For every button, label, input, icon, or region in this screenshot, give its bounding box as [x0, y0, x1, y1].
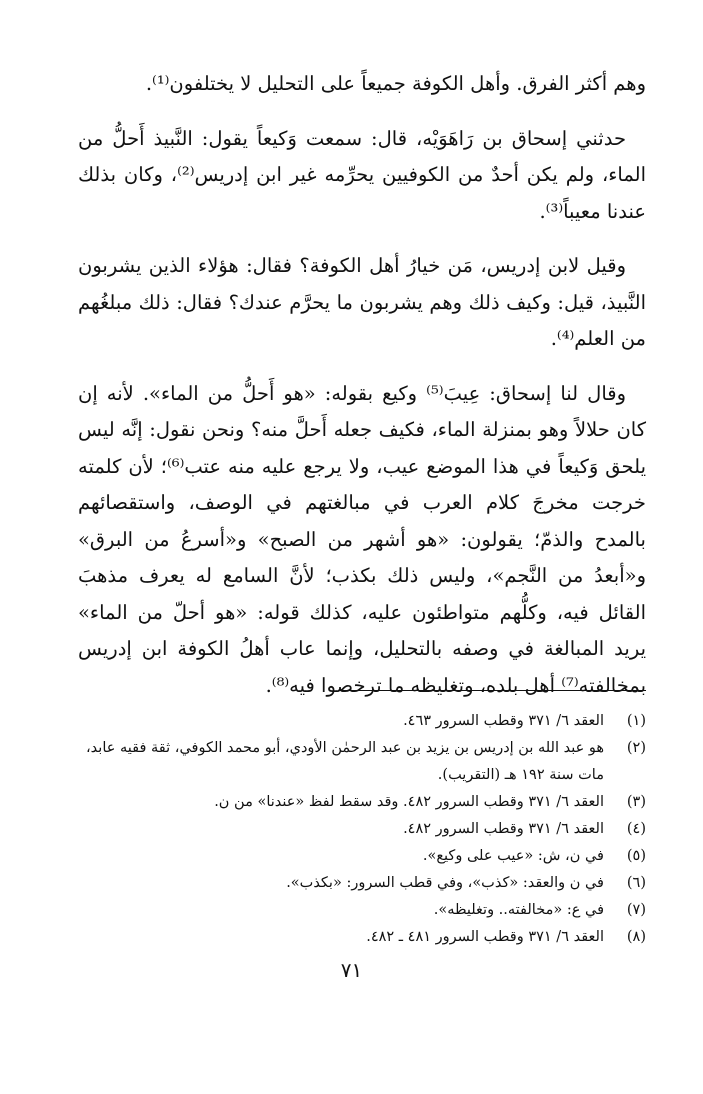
main-text [78, 66, 646, 722]
footnote-number: (٨) [626, 929, 646, 945]
footnote-text: العقد ٦/ ٣٧١ وقطب السرور ٤٨١ ـ ٤٨٢. [366, 929, 604, 945]
footnote-text: في ن، ش: «عيب على وكيع». [422, 848, 604, 864]
footnote-item [78, 735, 646, 789]
footnote-number: (٧) [626, 902, 646, 918]
footnote-number: (٤) [626, 821, 646, 837]
paragraph-1: وهم أكثر الفرق. وأهل الكوفة جميعاً على التحليل لا يختلفون⁽¹⁾. [145, 72, 646, 95]
footnote-number: (٢) [626, 740, 646, 756]
footnote-item [78, 816, 646, 843]
paragraph-3: وقيل لابن إدريس، مَن خيارُ أهل الكوفة؟ فقال: هؤلاء الذين يشربون النَّبيذ، قيل: وكيف ذلك وهم يشربون ما يحرَّم عندك؟ فقال: ذلك مبلغُهم من العلم⁽⁴⁾. [78, 254, 646, 350]
footnote-number: (٣) [626, 794, 646, 810]
footnote-number: (٥) [626, 848, 646, 864]
footnote-item [78, 870, 646, 897]
footnote-divider [338, 690, 646, 691]
paragraph-4: وقال لنا إسحاق: عِيبَ⁽⁵⁾ وكيع بقوله: «هو أَحلُّ من الماء». لأنه إن كان حلالاً وهو بمنزلة الماء، فكيف جعله أَحلَّ منه؟ ونحن نقول: إنَّه ليس يلحق وَكيعاً في هذا الموضع عيب، ولا يرجع عليه منه عتب⁽⁶⁾؛ لأن كلمته خرجت مخرجَ كلام العرب في مبالغتهم في الوصف، واستقصائهم بالمدح والذمّ؛ يقولون: «هو أشهر من الصبح» و«أسرعُ من البرق» و«أبعدُ من النَّجم»، وليس ذلك بكذب؛ لأنَّ السامع له يعرف مذهبَ القائل فيه، وكلُّهم متواطئون عليه، كذلك قوله: «هو أحلّ من الماء» يريد المبالغة في وصفه بالتحليل، وإنما عاب أهلُ الكوفة ابن إدريس بمخالفته⁽⁷⁾ أهل بلده، وتغليظه ما ترخصوا فيه⁽⁸⁾. [78, 381, 646, 697]
footnote-number: (٦) [626, 875, 646, 891]
footnote-text: في ع: «مخالفته.. وتغليظه». [433, 902, 604, 918]
footnote-text: العقد ٦/ ٣٧١ وقطب السرور ٤٨٢. وقد سقط لفظ «عندنا» من ن. [214, 794, 604, 810]
page-number: ٧١ [340, 958, 363, 982]
footnote-item [78, 789, 646, 816]
paragraph-2: حدثني إسحاق بن رَاهَوَيْه، قال: سمعت وَكيعاً يقول: النَّبيذ أَحلُّ من الماء، ولم يكن أحدٌ من الكوفيين يحرِّمه غير ابن إدريس⁽²⁾، وكان بذلك عندنا معيباً⁽³⁾. [78, 126, 646, 223]
footnote-text: في ن والعقد: «كذب»، وفي قطب السرور: «بكذب». [286, 875, 604, 891]
footnote-number: (١) [626, 713, 646, 729]
footnote-item [78, 843, 646, 870]
footnote-item [78, 924, 646, 951]
footnotes [78, 708, 646, 951]
footnote-item [78, 708, 646, 735]
footnote-text: هو عبد الله بن إدريس بن يزيد بن عبد الرحمٰن الأودي، أبو محمد الكوفي، ثقة فقيه عابد، مات سنة ١٩٢ هـ (التقريب). [86, 740, 604, 783]
footnote-item [78, 897, 646, 924]
footnote-text: العقد ٦/ ٣٧١ وقطب السرور ٤٨٢. [403, 821, 604, 837]
footnote-text: العقد ٦/ ٣٧١ وقطب السرور ٤٦٣. [403, 713, 604, 729]
